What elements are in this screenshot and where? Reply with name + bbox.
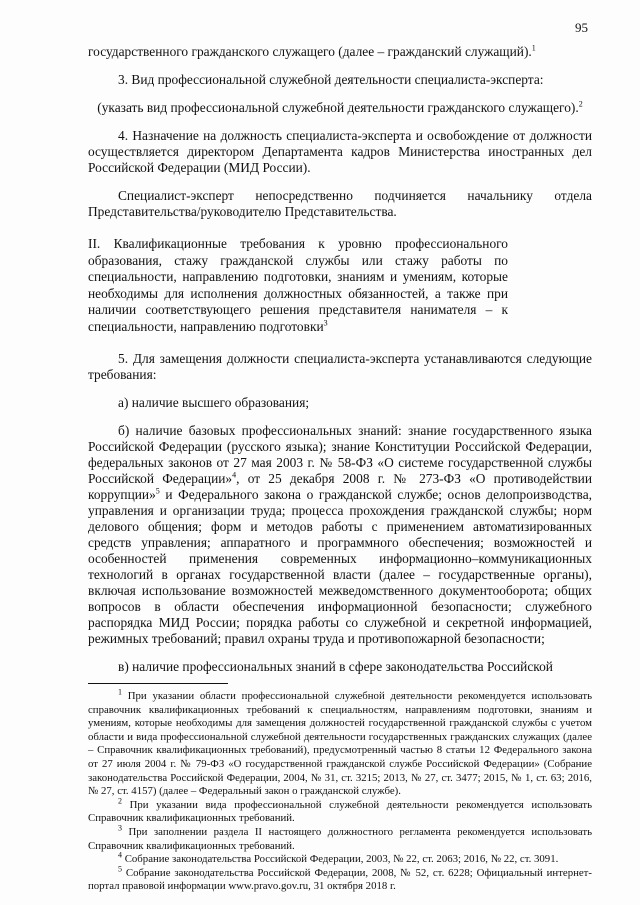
section-heading xyxy=(88,236,508,335)
paragraph-5b xyxy=(88,423,592,647)
footnote-2 xyxy=(88,796,592,826)
paragraph-text: и Федерального закона о гражданской службе; основ делопроизводства, управления и организации труда; процесса прохождения гражданской службы; норм делового общения; форм и методов работы с применением автоматизированных средств управления; аппаратного и программного обеспечения; возможностей и особенностей применения современных информационно–коммуникационных технологий в органах государственной власти (далее – государственные органы), включая использование возможностей межведомственного документооборота; общих вопросов в области обеспечения информационной безопасности; служебного распорядка МИД России; порядка работы со служебной и секретной информацией, режимных требований; правил охраны труда и противопожарной безопасности; xyxy=(88,487,592,646)
footnote-4 xyxy=(88,850,592,867)
footnote-number: 2 xyxy=(118,796,122,806)
footnote-text: При указании вида профессиональной служебной деятельности рекомендуется использовать Справочник квалификационных требований. xyxy=(88,798,592,825)
paragraph-continuation xyxy=(88,44,592,60)
paragraph-5v: в) наличие профессиональных знаний в сфере законодательства Российской xyxy=(118,659,553,674)
footnote-text: Собрание законодательства Российской Федерации, 2003, № 22, ст. 2063; 2016, № 22, ст. 3091. xyxy=(122,853,559,866)
footnote-3 xyxy=(88,823,592,853)
paragraph-5a: а) наличие высшего образования; xyxy=(118,395,310,410)
footnote-number: 4 xyxy=(118,850,122,860)
paragraph-4: 4. Назначение на должность специалиста-эксперта и освобождение от должности осуществляется директором Департамента кадров Министерства иностранных дел Российской Федерации (МИД России). xyxy=(88,128,592,175)
footnote-ref: 3 xyxy=(323,318,328,328)
paragraph-text: государственного гражданского служащего (далее – гражданский служащий). xyxy=(88,44,532,59)
paragraph-text: (указать вид профессиональной служебной деятельности гражданского служащего). xyxy=(97,100,579,115)
footnote-5 xyxy=(88,864,592,894)
footnote-ref: 4 xyxy=(232,470,237,480)
paragraph-text: , от 25 декабря 2008 г. № 273-ФЗ «О противодействии коррупции» xyxy=(88,471,592,502)
footnote-number: 1 xyxy=(118,687,122,697)
footnote-text: При указании области профессиональной служебной деятельности рекомендуется использовать справочник квалификационных требований к специальностям, направлениям подготовки, знаниям и умениям, которые необходимы для замещения должностей государственной гражданской службы с учетом области и вида профессиональной служебной деятельности государственных гражданских служащих (далее – Справочник квалификационных требований), предусмотренный частью 8 статьи 12 Федерального закона от 27 июля 2004 г. № 79-ФЗ «О государственной гражданской службе Российской Федерации» (Собрание законодательства Российской Федерации, 2004, № 31, ст. 3215; 2013, № 27, ст. 3477; 2015, № 1, ст. 63; 2016, № 27, ст. 4157) (далее – Федеральный закон о гражданской службе). xyxy=(88,690,592,798)
footnote-ref: 1 xyxy=(531,43,536,53)
paragraph-subordination: Специалист-эксперт непосредственно подчиняется начальнику отдела Представительства/руководителю Представительства. xyxy=(88,188,592,219)
footnote-ref: 5 xyxy=(155,486,160,496)
footnote-ref: 2 xyxy=(578,99,583,109)
footnote-text: При заполнении раздела II настоящего должностного регламента рекомендуется использовать Справочник квалификационных требований. xyxy=(88,825,592,852)
page-number: 95 xyxy=(575,20,588,35)
section-heading-text: II. Квалификационные требования к уровню профессионального образования, стажу гражданской службы или стажу работы по специальности, направлению подготовки, знаниям и умениям, которые необходимы для исполнения должностных обязанностей, а также при наличии соответствующего решения представителя нанимателя – к специальности, направлению подготовки xyxy=(88,236,508,334)
footnote-separator xyxy=(88,683,228,684)
paragraph-text: б) наличие базовых профессиональных знаний: знание государственного языка Российской Федерации (русского языка); знание Конституции Российской Федерации, федеральных законов от 27 мая 2003 г. № 58-ФЗ «О системе государственной службы Российской Федерации» xyxy=(88,423,592,486)
document-body xyxy=(88,44,592,894)
footnote-text: Собрание законодательства Российской Федерации, 2008, № 52, ст. 6228; Официальный интернет-портал правовой информации www.pravo.gov.ru, 31 октября 2018 г. xyxy=(88,866,592,893)
paragraph-5: 5. Для замещения должности специалиста-эксперта устанавливаются следующие требования: xyxy=(88,351,592,382)
paragraph-activity-type xyxy=(88,100,592,116)
footnote-1 xyxy=(88,687,592,799)
footnotes xyxy=(88,687,592,894)
footnote-number: 5 xyxy=(118,864,122,874)
footnote-number: 3 xyxy=(118,823,122,833)
paragraph-3: 3. Вид профессиональной служебной деятельности специалиста-эксперта: xyxy=(118,72,544,87)
